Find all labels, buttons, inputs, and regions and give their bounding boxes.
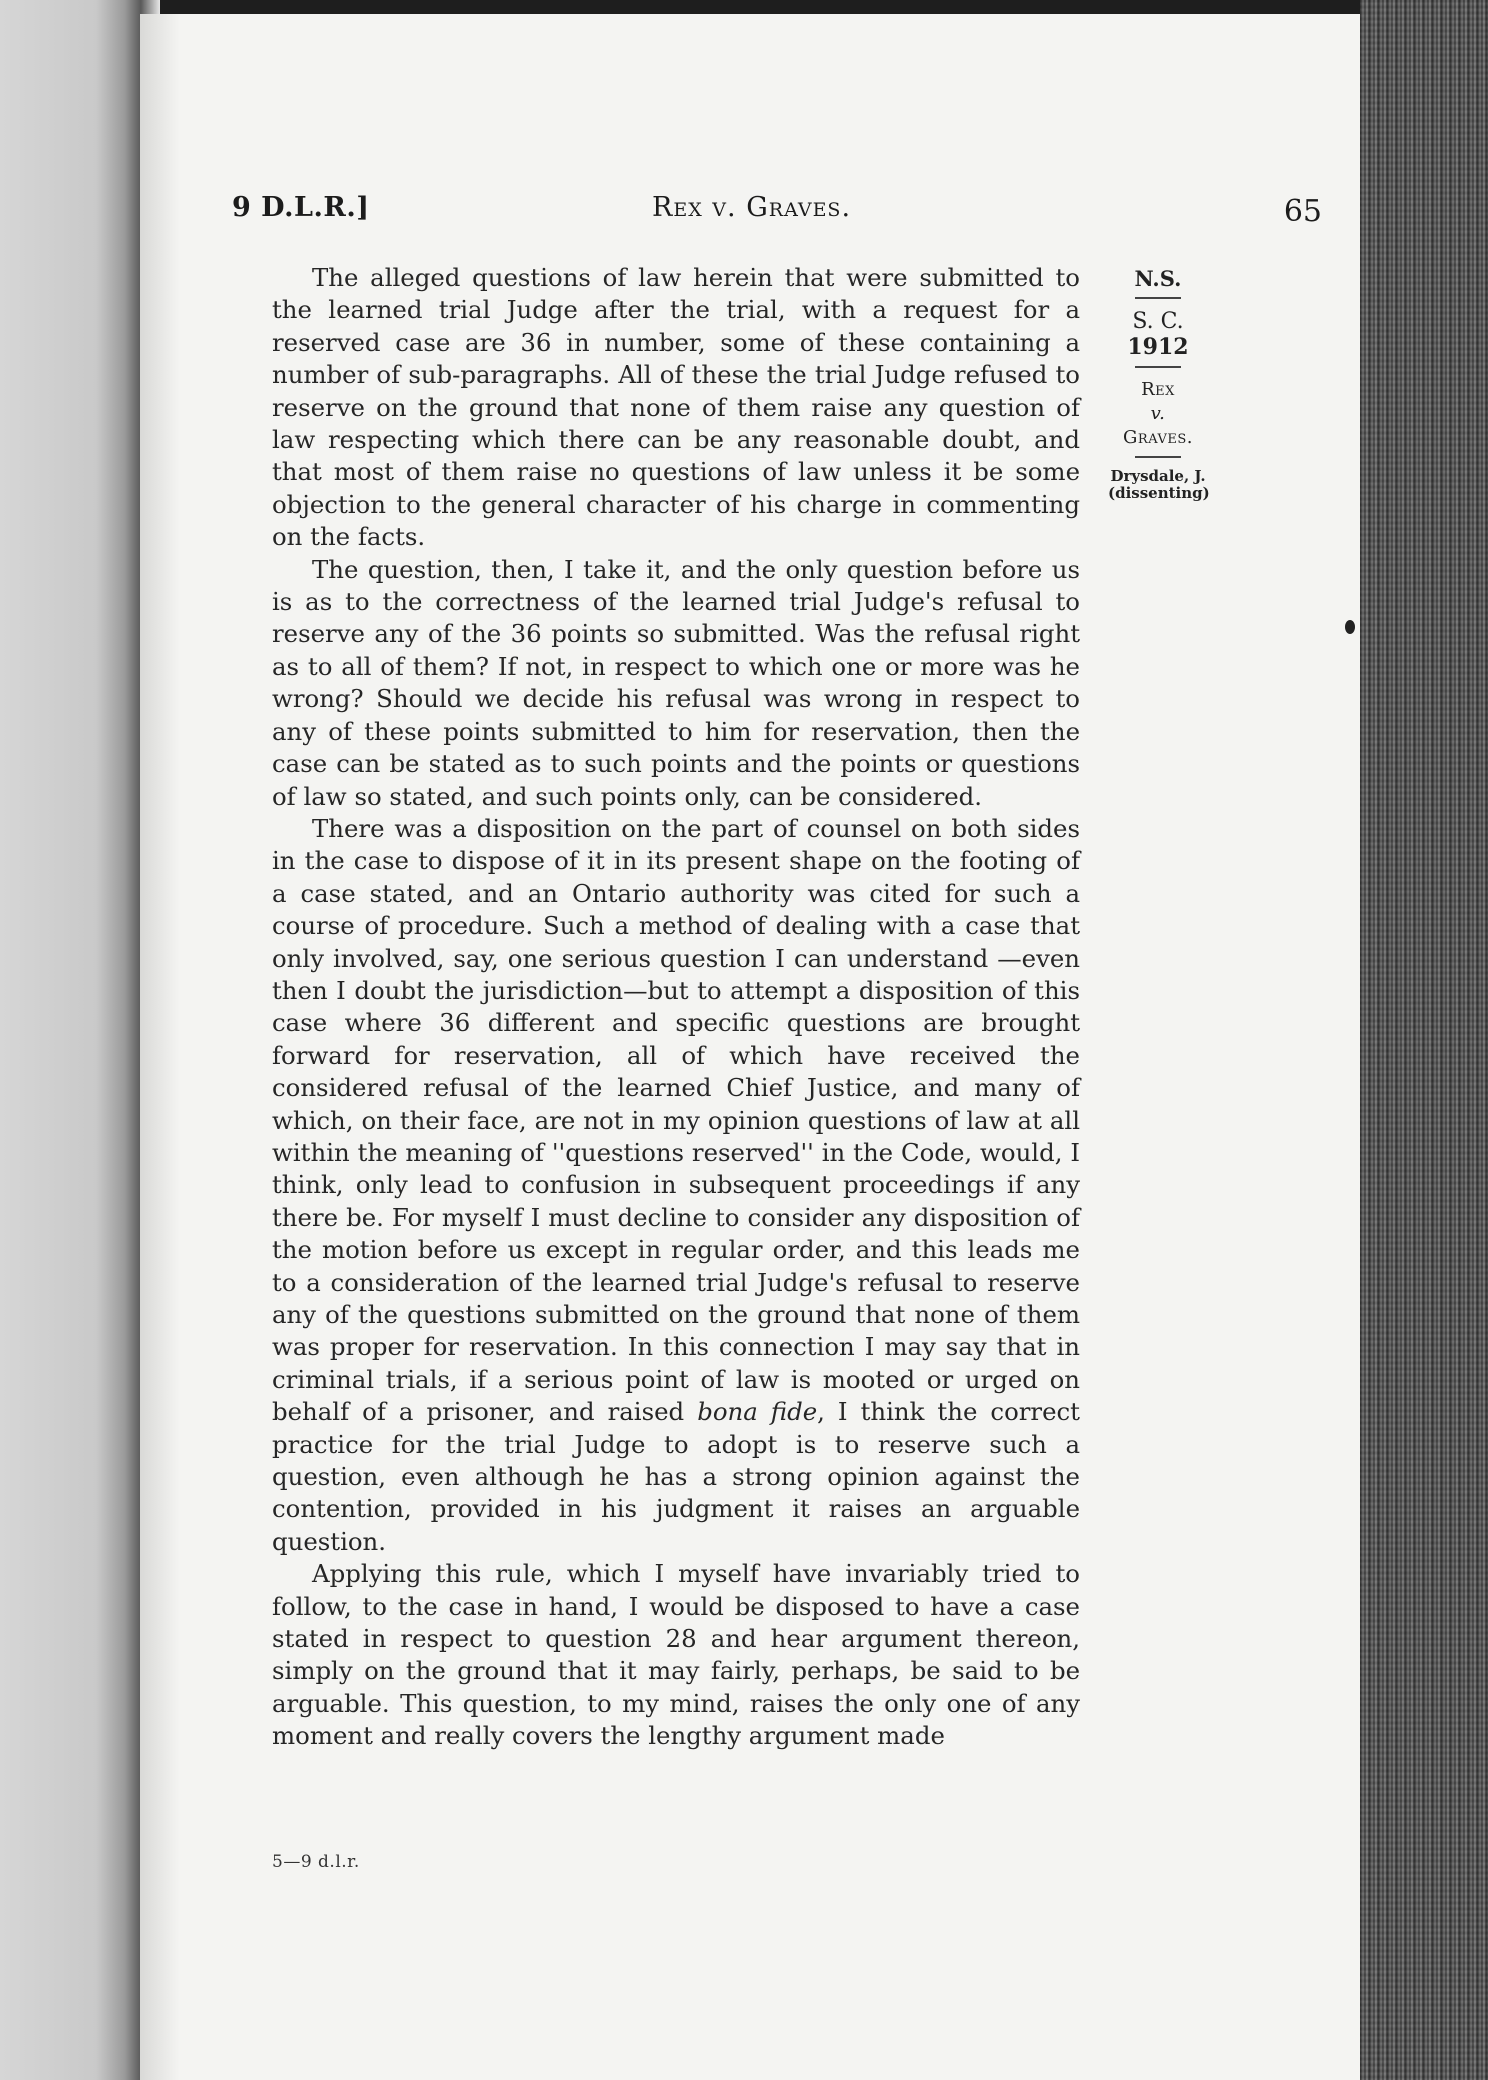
sidenote-province: N.S. bbox=[1134, 266, 1182, 291]
sidenote-judge: Drysdale, J. bbox=[1110, 467, 1206, 485]
book-edge bbox=[1360, 0, 1488, 2080]
paragraph-2: The question, then, I take it, and the only question before us is as to the correctness of the learned trial Judge's refusal to reserve any of the 36 points so submitted. Was the refusal right as to all of them? If not, in respect to which one or more was he wrong? Should we decide his refusal was wrong in respect to any of these points submitted to him for reservation, then the case can be stated as to such points and the points or questions of law so stated, and such points only, can be considered. bbox=[272, 554, 1080, 811]
italic-bona-fide: bona fide bbox=[697, 1397, 818, 1427]
sidenote-case-v: v. bbox=[1150, 403, 1166, 424]
sidenote-rule bbox=[1135, 297, 1181, 299]
case-title: Rex v. Graves. bbox=[652, 192, 852, 223]
scan-left-edge bbox=[0, 0, 160, 2080]
scan-speck bbox=[1345, 620, 1355, 634]
gutter-shadow bbox=[140, 14, 180, 2080]
paragraph-4: Applying this rule, which I myself have invariably tried to follow, to the case in hand, I would be disposed to have a case stated in respect to question 28 and hear argument thereon, simply on the ground that it may fairly, perhaps, be said to be arguable. This question, to my mind, raises the only one of any moment and really covers the lengthy argument made bbox=[272, 1559, 1080, 1751]
sidenote-rule bbox=[1135, 366, 1181, 368]
body-text bbox=[272, 262, 1080, 1753]
paragraph-1: The alleged questions of law herein that were submitted to the learned trial Judge after the trial, with a request for a reserved case are 36 in number, some of these containing a number of sub-paragraphs. All of these the trial Judge refused to reserve on the ground that none of them raise any question of law respecting which there can be any reasonable doubt, and that most of them raise no questions of law unless it be some objection to the general character of his charge in commenting on the facts. bbox=[272, 263, 1080, 552]
paragraph-3-continuation: , I think the correct practice for the trial Judge to adopt is to reserve such a question, even although he has a strong opinion against the contention, provided in his judgment it raises an arguable question. bbox=[272, 1397, 1080, 1556]
margin-sidenote bbox=[1108, 266, 1208, 502]
book-page bbox=[140, 14, 1362, 2080]
sidenote-rule bbox=[1135, 456, 1181, 458]
paragraph-3 bbox=[272, 813, 1080, 1558]
running-head bbox=[232, 192, 1322, 232]
volume-reference: 9 D.L.R.] bbox=[232, 192, 370, 223]
sidenote-case-rex: Rex bbox=[1141, 379, 1175, 400]
sidenote-judge-note: (dissenting) bbox=[1108, 484, 1210, 502]
signature-mark: 5—9 d.l.r. bbox=[272, 1852, 360, 1872]
sidenote-case-graves: Graves. bbox=[1123, 427, 1193, 448]
sidenote-court: S. C. bbox=[1132, 309, 1184, 334]
sidenote-year: 1912 bbox=[1127, 334, 1189, 360]
paragraph-3-text: There was a disposition on the part of counsel on both sides in the case to dispose of it in its present shape on the footing of a case stated, and an Ontario authority was cited for such a course of procedure. Such a method of dealing with a case that only involved, say, one serious question I can understand —even then I doubt the jurisdiction—but to attempt a disposition of this case where 36 different and specific questions are brought forward for reservation, all of which have received the considered refusal of the learned Chief Justice, and many of which, on their face, are not in my opinion questions of law at all within the meaning of ''questions reserved'' in the Code, would, I think, only lead to confusion in subsequent proceedings if any there be. For myself I must decline to consider any disposition of the motion before us except in regular order, and this leads me to a consideration of the learned trial Judge's refusal to reserve any of the questions submitted on the ground that none of them was proper for reservation. In this connection I may say that in criminal trials, if a serious point of law is mooted or urged on behalf of a prisoner, and raised bbox=[272, 813, 1080, 1427]
page-number: 65 bbox=[1283, 194, 1322, 229]
